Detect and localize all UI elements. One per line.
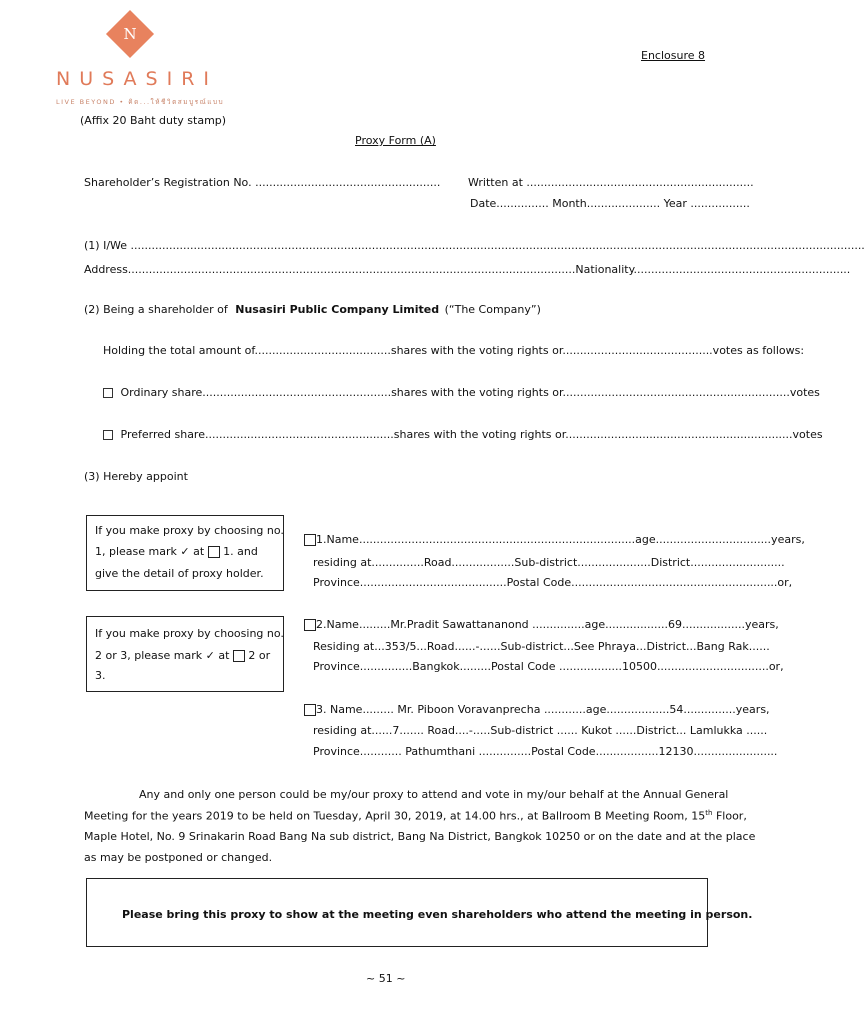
proxy-3-name-field[interactable]: 3. Name......... Mr. Piboon Voravanprecha ............age..................54...............years, bbox=[316, 703, 770, 716]
proxy-2-province-field[interactable]: Province...............Bangkok.........Postal Code ..................10500................................or, bbox=[313, 660, 784, 673]
brand-name: NUSASIRI bbox=[56, 68, 218, 90]
instruction-2-line1: If you make proxy by choosing no. bbox=[95, 627, 284, 640]
brand-tagline: LIVE BEYOND • คิด...ให้ชีวิตสมบูรณ์แบบ bbox=[56, 98, 225, 106]
proxy-1-name-field[interactable]: 1.Name...............................................................................age.................................years, bbox=[316, 533, 805, 546]
shareholder-prefix: (2) Being a shareholder of bbox=[84, 303, 228, 316]
proxy-2-name-row bbox=[304, 618, 779, 631]
checkmark-icon: ✓ bbox=[205, 649, 215, 662]
registration-no-field[interactable]: Shareholder’s Registration No. ..................................................... bbox=[84, 176, 441, 189]
instruction-box-1 bbox=[86, 515, 284, 591]
page-number: ~ 51 ~ bbox=[366, 972, 406, 985]
instruction-box-2 bbox=[86, 616, 284, 692]
logo-letter: N bbox=[123, 25, 137, 43]
company-name: Nusasiri Public Company Limited bbox=[235, 303, 440, 316]
proxy-1-checkbox[interactable] bbox=[304, 534, 316, 546]
checkbox-icon bbox=[208, 546, 220, 558]
ordinary-share-row bbox=[103, 386, 820, 399]
preferred-share-row bbox=[103, 428, 823, 441]
preferred-share-checkbox[interactable] bbox=[103, 430, 113, 440]
appoint-heading: (3) Hereby appoint bbox=[84, 470, 188, 483]
notice-box bbox=[86, 878, 753, 947]
duty-stamp-note: (Affix 20 Baht duty stamp) bbox=[80, 114, 227, 127]
proxy-2-residence-field[interactable]: Residing at...353/5...Road......-......Sub-district...See Phraya...District...Bang Rak...... bbox=[313, 640, 770, 653]
proxy-3-checkbox[interactable] bbox=[304, 704, 316, 716]
instruction-1-line1: If you make proxy by choosing no. bbox=[95, 524, 284, 537]
proxy-3-name-row bbox=[304, 703, 770, 716]
preferred-share-field[interactable]: Preferred share......................................................shares with the voting rights or.................................................................votes bbox=[120, 428, 823, 441]
proxy-3-residence-field[interactable]: residing at......7....... Road....-.....Sub-district ...... Kukot ......District... Lamlukka ...... bbox=[313, 724, 768, 737]
shareholder-line bbox=[84, 303, 541, 316]
checkmark-icon: ✓ bbox=[180, 545, 190, 558]
proxy-3-province-field[interactable]: Province............ Pathumthani ...............Postal Code..................12130........................ bbox=[313, 745, 778, 758]
proxy-1-residence-field[interactable]: residing at...............Road..................Sub-district.....................District........................... bbox=[313, 556, 785, 569]
page-title: Proxy Form (A) bbox=[355, 134, 436, 147]
instruction-1-line3: give the detail of proxy holder. bbox=[95, 567, 264, 580]
date-field[interactable]: Date............... Month..................... Year ................. bbox=[470, 197, 750, 210]
notice-text: Please bring this proxy to show at the meeting even shareholders who attend the meeting in person. bbox=[122, 908, 753, 921]
ordinary-share-field[interactable]: Ordinary share......................................................shares with the voting rights or.................................................................votes bbox=[120, 386, 820, 399]
address-field[interactable]: Address................................................................................................................................Nationality.............................................................. bbox=[84, 263, 851, 276]
ordinary-share-checkbox[interactable] bbox=[103, 388, 113, 398]
proxy-2-checkbox[interactable] bbox=[304, 619, 316, 631]
written-at-field[interactable]: Written at ................................................................. bbox=[468, 176, 754, 189]
instruction-2-line2: 2 or 3, please mark ✓ at 2 or bbox=[95, 649, 271, 662]
proxy-2-name-field[interactable]: 2.Name.........Mr.Pradit Sawattananond ...............age..................69..................years, bbox=[316, 618, 779, 631]
instruction-1-line2: 1, please mark ✓ at 1. and bbox=[95, 545, 258, 558]
proxy-1-province-field[interactable]: Province..........................................Postal Code...........................................................or, bbox=[313, 576, 793, 589]
name-field[interactable]: (1) I/We .................................................................................................................................................................................................................. bbox=[84, 239, 865, 252]
holding-field[interactable]: Holding the total amount of.......................................shares with the voting rights or...........................................votes as follows: bbox=[103, 344, 805, 357]
paragraph-line-4: as may be postponed or changed. bbox=[84, 851, 273, 864]
checkbox-icon bbox=[233, 650, 245, 662]
paragraph-line-1: Any and only one person could be my/our proxy to attend and vote in my/our behalf at the Annual General bbox=[139, 788, 729, 801]
enclosure-label: Enclosure 8 bbox=[641, 49, 706, 62]
company-alias: (“The Company”) bbox=[444, 303, 541, 316]
paragraph-line-3: Maple Hotel, No. 9 Srinakarin Road Bang Na sub district, Bang Na District, Bangkok 10250 or on the date and at the place bbox=[84, 830, 756, 843]
paragraph-line-2: Meeting for the years 2019 to be held on Tuesday, April 30, 2019, at 14.00 hrs., at Ballroom B Meeting Room, 15th Floor, bbox=[84, 809, 747, 823]
instruction-2-line3: 3. bbox=[95, 669, 106, 682]
proxy-1-name-row bbox=[304, 533, 805, 546]
